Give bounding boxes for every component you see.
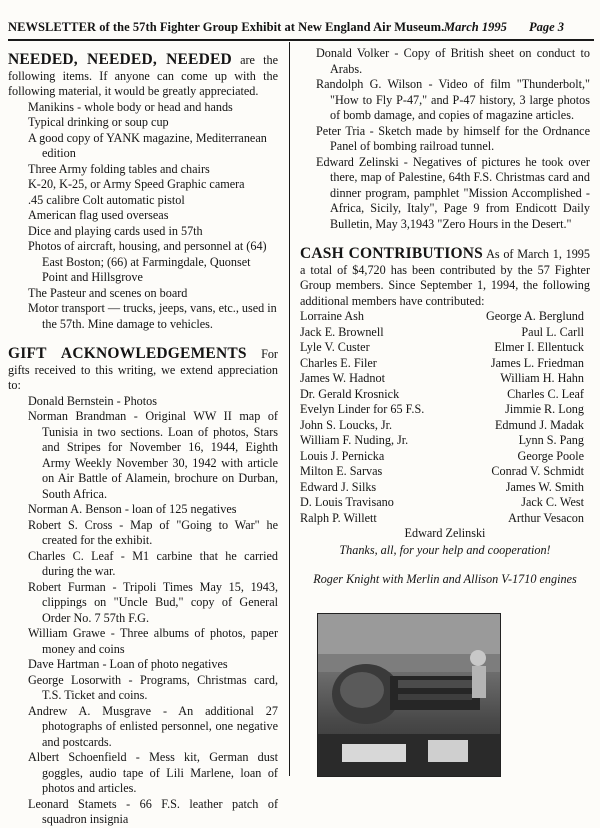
list-item: The Pasteur and scenes on board bbox=[28, 285, 188, 300]
list-item: Randolph G. Wilson - Video of film "Thunderbolt," "How to Fly P-47," and P-47 history, 3 large photos of bomb damage, and copies of magazine articles. bbox=[316, 77, 590, 122]
list-item: A good copy of YANK magazine, Mediterranean edition bbox=[28, 130, 267, 160]
donor-name: Jack C. West bbox=[521, 495, 584, 509]
thanks-note: Thanks, all, for your help and cooperation! bbox=[339, 542, 551, 557]
donor-row bbox=[300, 325, 590, 341]
gifts-intro-paragraph bbox=[8, 346, 278, 394]
donor-name: Arthur Vesacon bbox=[508, 510, 584, 525]
list-item: Albert Schoenfield - Mess kit, German dust goggles, audio tape of Lili Marlene, loan of photos and articles. bbox=[28, 750, 278, 795]
donor-name: William F. Nuding, Jr. bbox=[300, 433, 409, 447]
donor-name: Lynn S. Pang bbox=[518, 433, 584, 447]
donor-name: Ralph P. Willett bbox=[300, 510, 377, 525]
gifts-intro: For gifts received to this writing, we extend appreciation to: bbox=[8, 347, 278, 392]
donor-name: George Poole bbox=[517, 448, 584, 463]
list-item: Robert Furman - Tripoli Times May 15, 1943, clippings on "Uncle Bud," copy of General Order No. 7 57th F.G. bbox=[28, 579, 278, 625]
list-item: Charles C. Leaf - M1 carbine that he carried during the war. bbox=[28, 548, 278, 578]
donor-row bbox=[300, 511, 590, 527]
donor-name: Dr. Gerald Krosnick bbox=[300, 386, 400, 401]
donor-row bbox=[300, 418, 590, 434]
donor-name: William H. Hahn bbox=[500, 371, 584, 385]
cash-intro: As of March 1, 1995 a total of $4,720 has been contributed by the 57 Fighter Group members. Since September 1, 1994, the following additional members have contributed: bbox=[300, 247, 590, 308]
needed-heading: NEEDED, NEEDED, NEEDED bbox=[8, 51, 232, 68]
donor-name: George A. Berglund bbox=[485, 309, 584, 323]
donor-name: Edward J. Silks bbox=[300, 479, 377, 494]
list-item: .45 calibre Colt automatic pistol bbox=[28, 192, 185, 207]
page-header bbox=[8, 3, 594, 41]
section-spacer bbox=[8, 332, 278, 346]
list-item: Donald Bernstein - Photos bbox=[28, 393, 157, 408]
cash-heading: CASH CONTRIBUTIONS bbox=[300, 245, 483, 262]
list-item: American flag used overseas bbox=[28, 208, 169, 222]
donor-name: Elmer I. Ellentuck bbox=[494, 340, 584, 354]
engine-photo bbox=[317, 613, 501, 777]
list-item: Donald Volker - Copy of British sheet on conduct to Arabs. bbox=[316, 46, 590, 76]
right-column bbox=[300, 46, 590, 588]
donor-row bbox=[300, 495, 590, 511]
needed-items-list bbox=[28, 100, 278, 333]
needed-intro-paragraph bbox=[8, 52, 278, 100]
donor-name: Jimmie R. Long bbox=[505, 402, 584, 416]
gifts-list-left bbox=[8, 394, 278, 828]
donor-row bbox=[300, 480, 590, 496]
list-item: Typical drinking or soup cup bbox=[28, 115, 169, 129]
list-item: Edward Zelinski - Negatives of pictures he took over there, map of Palestine, 64th F.S. Christmas card and dinner program, pamphlet "Mission Accomplished - Africa, Sicily, Italy", Page 9 from Endicott Daily Bulletin, May 3,1943 "Zero Hours in the Desert." bbox=[316, 154, 590, 231]
donor-name: Evelyn Linder for 65 F.S. bbox=[300, 402, 425, 416]
donor-row bbox=[300, 402, 590, 418]
donor-name: Louis J. Pernicka bbox=[300, 448, 385, 463]
list-item: Peter Tria - Sketch made by himself for the Ordnance Panel of bombing railroad tunnel. bbox=[316, 123, 590, 153]
donor-name: Edmund J. Madak bbox=[494, 417, 584, 432]
list-item: Robert S. Cross - Map of "Going to War" he created for the exhibit. bbox=[28, 517, 278, 547]
donor-name: James W. Smith bbox=[505, 479, 584, 494]
donor-name: Milton E. Sarvas bbox=[300, 464, 383, 478]
page-number: Page 3 bbox=[529, 20, 565, 34]
list-item: Photos of aircraft, housing, and personnel at (64) East Boston; (66) at Farmingdale, Quonset Point and Hillsgrove bbox=[28, 239, 267, 284]
donor-row bbox=[300, 340, 590, 356]
donor-name: James W. Hadnot bbox=[300, 371, 385, 385]
list-item: Dave Hartman - Loan of photo negatives bbox=[28, 657, 228, 671]
donor-row bbox=[300, 464, 590, 480]
donor-name: Lyle V. Custer bbox=[300, 340, 370, 354]
donor-row bbox=[300, 433, 590, 449]
column-divider bbox=[289, 42, 290, 776]
list-item: Andrew A. Musgrave - An additional 27 photographs of enlisted personnel, one negative and postcards. bbox=[28, 703, 278, 749]
donor-name: James L. Friedman bbox=[490, 355, 584, 370]
donor-list bbox=[300, 309, 590, 526]
newsletter-title: NEWSLETTER of the 57th Fighter Group Exhibit at New England Air Museum. bbox=[8, 20, 445, 34]
gifts-list-right bbox=[300, 46, 590, 232]
donor-row bbox=[300, 309, 590, 325]
donor-row bbox=[300, 371, 590, 387]
list-item: Norman Brandman - Original WW II map of Tunisia in two sections. Loan of photos, Stars and Stripes for November 16, 1944, Eighth Army Weekly November 30, 1942 with article on Air Battle of Alamein, brochure on Durban, South Africa. bbox=[28, 409, 278, 501]
list-item: Leonard Stamets - 66 F.S. leather patch of squadron insignia bbox=[28, 796, 278, 826]
photo-caption: Roger Knight with Merlin and Allison V-1710 engines bbox=[313, 572, 577, 586]
list-item: William Grawe - Three albums of photos, paper money and coins bbox=[28, 626, 278, 656]
donor-name: Jack E. Brownell bbox=[300, 324, 384, 339]
list-item: Dice and playing cards used in 57th bbox=[28, 223, 203, 238]
issue-date: March 1995 bbox=[444, 20, 507, 34]
list-item: Manikins - whole body or head and hands bbox=[28, 99, 233, 114]
donor-name: D. Louis Travisano bbox=[300, 495, 394, 509]
signature: Edward Zelinski bbox=[404, 526, 486, 540]
donor-row bbox=[300, 449, 590, 465]
engine-photo-illustration bbox=[318, 614, 500, 776]
donor-name: Charles C. Leaf bbox=[507, 386, 584, 401]
left-column bbox=[8, 52, 278, 828]
donor-row bbox=[300, 356, 590, 372]
donor-name: Conrad V. Schmidt bbox=[491, 464, 584, 478]
cash-intro-paragraph bbox=[300, 246, 590, 309]
donor-name: Charles E. Filer bbox=[300, 355, 377, 370]
donor-name: John S. Loucks, Jr. bbox=[300, 417, 393, 432]
donor-name: Paul L. Carll bbox=[521, 324, 584, 339]
list-item: George Losorwith - Programs, Christmas card, T.S. Ticket and coins. bbox=[28, 672, 278, 702]
list-item: K-20, K-25, or Army Speed Graphic camera bbox=[28, 177, 245, 191]
donor-row bbox=[300, 387, 590, 403]
needed-intro: are the following items. If anyone can come up with the following material, it would be greatly appreciated. bbox=[8, 53, 278, 98]
list-item: Norman A. Benson - loan of 125 negatives bbox=[28, 502, 237, 516]
section-spacer bbox=[300, 232, 590, 246]
donor-name: Lorraine Ash bbox=[300, 309, 364, 323]
list-item: Three Army folding tables and chairs bbox=[28, 161, 210, 176]
gifts-heading: GIFT ACKNOWLEDGEMENTS bbox=[8, 345, 247, 362]
list-item: Motor transport — trucks, jeeps, vans, etc., used in the 57th. Mine damage to vehicles. bbox=[28, 301, 277, 331]
